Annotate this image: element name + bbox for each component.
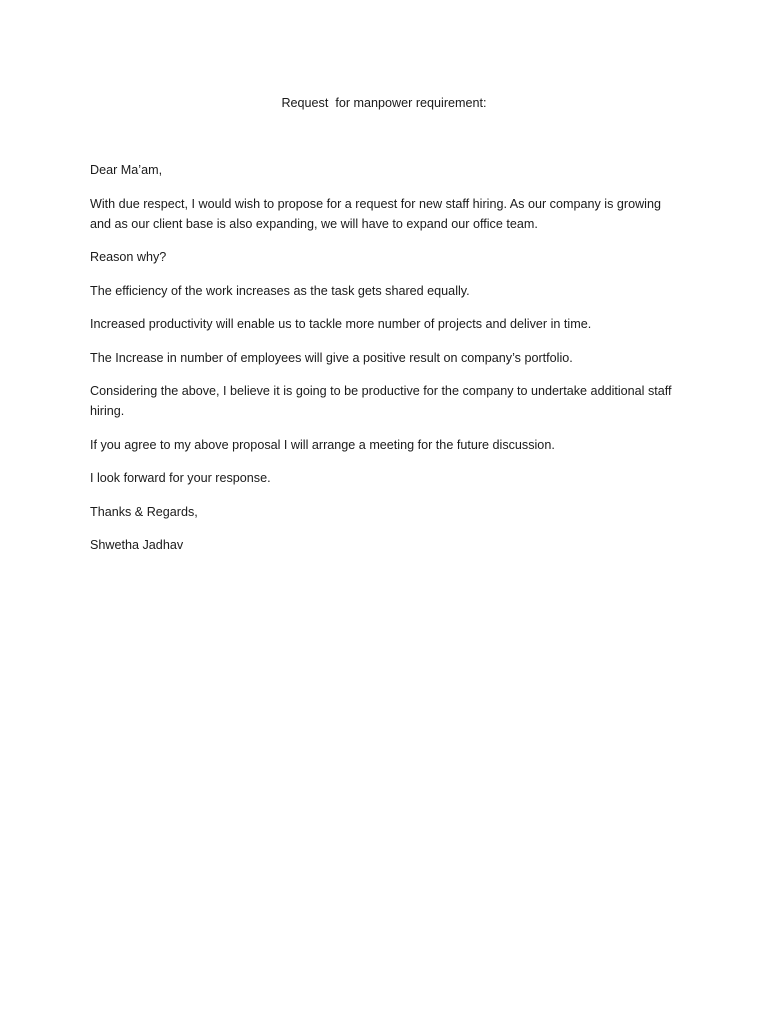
- paragraph-look-forward: I look forward for your response.: [90, 471, 271, 485]
- paragraph-meeting: If you agree to my above proposal I will arrange a meeting for the future discussion.: [90, 437, 555, 452]
- salutation: Dear Ma’am,: [90, 163, 163, 177]
- closing: Thanks & Regards,: [90, 504, 198, 519]
- document-title: Request for manpower requirement:: [281, 96, 487, 110]
- paragraph-productivity: Increased productivity will enable us to tackle more number of projects and deliver in time.: [90, 317, 592, 331]
- paragraph-portfolio: The Increase in number of employees will give a positive result on company’s portfolio.: [90, 350, 573, 365]
- paragraph-efficiency: The efficiency of the work increases as the task gets shared equally.: [90, 283, 470, 298]
- paragraph-conclusion: Considering the above, I believe it is going to be productive for the company to undertake additional staff hiring.: [90, 384, 672, 418]
- paragraph-reason-heading: Reason why?: [90, 250, 167, 264]
- letter-body: [90, 160, 680, 569]
- paragraph-request: With due respect, I would wish to propose for a request for new staff hiring. As our company is growing and as our client base is also expanding, we will have to expand our office team.: [90, 196, 661, 231]
- signature-name: Shwetha Jadhav: [90, 538, 184, 552]
